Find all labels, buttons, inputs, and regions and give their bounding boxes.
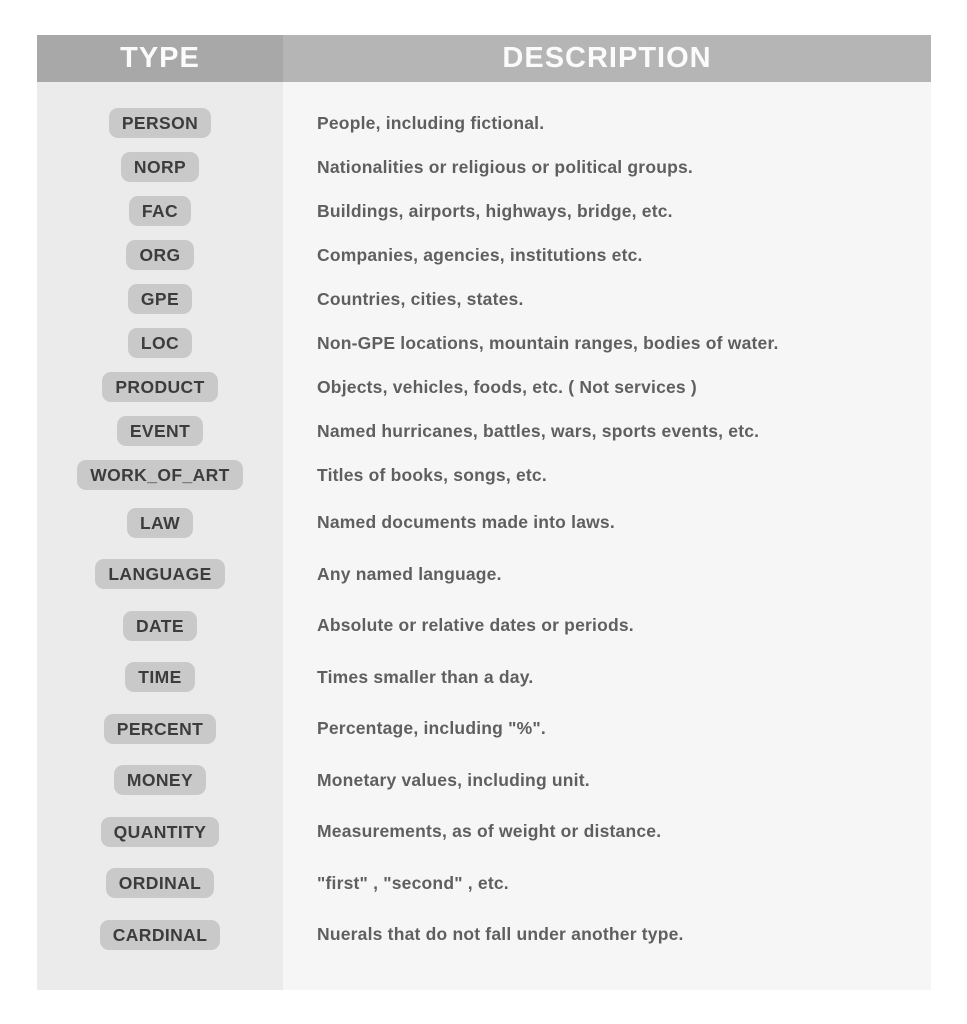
description-cell <box>283 157 931 178</box>
table-row <box>37 806 931 858</box>
table-row <box>37 755 931 807</box>
entity-description: Absolute or relative dates or periods. <box>317 615 634 636</box>
type-cell <box>37 662 283 692</box>
entity-description: Named hurricanes, battles, wars, sports events, etc. <box>317 420 760 441</box>
entity-description: Measurements, as of weight or distance. <box>317 821 662 842</box>
table-row <box>37 909 931 961</box>
entity-type-badge: EVENT <box>117 416 203 446</box>
type-cell <box>37 508 283 538</box>
type-cell <box>37 416 283 446</box>
description-cell <box>283 564 931 585</box>
entity-type-badge: LAW <box>127 508 193 538</box>
table-row <box>37 703 931 755</box>
entity-type-badge: MONEY <box>114 765 206 795</box>
type-cell <box>37 714 283 744</box>
table-row <box>37 497 931 549</box>
table-row <box>37 277 931 321</box>
type-cell <box>37 765 283 795</box>
entity-description: Buildings, airports, highways, bridge, etc. <box>317 200 673 221</box>
entity-type-badge: NORP <box>121 152 199 182</box>
type-cell <box>37 920 283 950</box>
type-cell <box>37 108 283 138</box>
type-cell <box>37 284 283 314</box>
type-cell <box>37 152 283 182</box>
description-cell <box>283 924 931 945</box>
entity-type-badge: DATE <box>123 611 197 641</box>
type-cell <box>37 460 283 490</box>
entity-description: Nationalities or religious or political groups. <box>317 156 693 177</box>
entity-description: Named documents made into laws. <box>317 512 615 533</box>
entity-description: Times smaller than a day. <box>317 666 534 687</box>
description-cell <box>283 201 931 222</box>
entity-description: Objects, vehicles, foods, etc. ( Not services ) <box>317 376 697 397</box>
entity-description: People, including fictional. <box>317 112 545 133</box>
table-body <box>37 82 931 990</box>
entity-type-badge: ORG <box>126 240 193 270</box>
entity-types-table <box>37 35 931 990</box>
entity-type-badge: LOC <box>128 328 192 358</box>
type-cell <box>37 328 283 358</box>
entity-description: Nuerals that do not fall under another type. <box>317 924 684 945</box>
description-cell <box>283 821 931 842</box>
entity-type-badge: PERCENT <box>104 714 216 744</box>
description-cell <box>283 667 931 688</box>
entity-description: Percentage, including "%". <box>317 718 546 739</box>
entity-description: "first" , "second" , etc. <box>317 872 509 893</box>
type-cell <box>37 611 283 641</box>
description-cell <box>283 377 931 398</box>
entity-description: Countries, cities, states. <box>317 288 524 309</box>
entity-type-badge: GPE <box>128 284 192 314</box>
entity-description: Companies, agencies, institutions etc. <box>317 244 643 265</box>
entity-type-badge: TIME <box>125 662 194 692</box>
table-row <box>37 453 931 497</box>
description-cell <box>283 113 931 134</box>
table-row <box>37 858 931 910</box>
table-row <box>37 233 931 277</box>
type-cell <box>37 868 283 898</box>
table-row <box>37 101 931 145</box>
entity-description: Titles of books, songs, etc. <box>317 464 547 485</box>
description-cell <box>283 718 931 739</box>
table-row <box>37 321 931 365</box>
description-cell <box>283 245 931 266</box>
table-row <box>37 365 931 409</box>
table-row <box>37 145 931 189</box>
entity-description: Monetary values, including unit. <box>317 769 590 790</box>
entity-description: Any named language. <box>317 563 502 584</box>
entity-type-badge: QUANTITY <box>101 817 220 847</box>
type-cell <box>37 559 283 589</box>
description-cell <box>283 512 931 533</box>
description-cell <box>283 873 931 894</box>
table-row <box>37 600 931 652</box>
entity-type-badge: FAC <box>129 196 191 226</box>
entity-type-badge: CARDINAL <box>100 920 221 950</box>
table-row <box>37 189 931 233</box>
description-cell <box>283 465 931 486</box>
type-cell <box>37 372 283 402</box>
entity-type-badge: WORK_OF_ART <box>77 460 243 490</box>
type-cell <box>37 240 283 270</box>
description-cell <box>283 615 931 636</box>
entity-description: Non-GPE locations, mountain ranges, bodies of water. <box>317 332 779 353</box>
entity-type-badge: PRODUCT <box>102 372 217 402</box>
description-cell <box>283 421 931 442</box>
description-cell <box>283 333 931 354</box>
description-cell <box>283 289 931 310</box>
table-row <box>37 652 931 704</box>
column-header-description: DESCRIPTION <box>283 35 931 82</box>
table-row <box>37 409 931 453</box>
entity-type-badge: PERSON <box>109 108 211 138</box>
table-header-row <box>37 35 931 82</box>
description-cell <box>283 770 931 791</box>
column-header-type: TYPE <box>37 35 283 82</box>
entity-type-badge: ORDINAL <box>106 868 215 898</box>
entity-type-badge: LANGUAGE <box>95 559 224 589</box>
type-cell <box>37 196 283 226</box>
type-cell <box>37 817 283 847</box>
table-row <box>37 549 931 601</box>
